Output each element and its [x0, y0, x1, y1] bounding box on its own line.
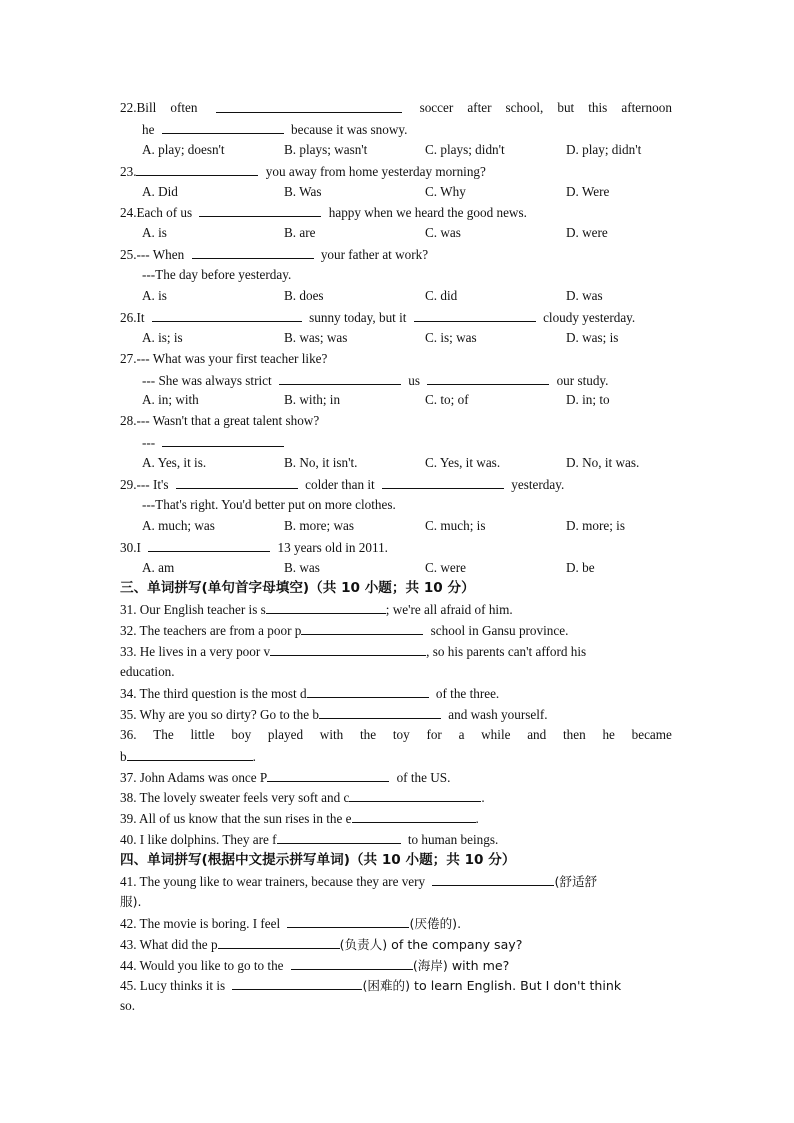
question-28-options: [120, 453, 672, 474]
q27-blank-2[interactable]: [427, 370, 549, 385]
q22-word: soccer: [419, 100, 454, 115]
q25-text: 25.--- When: [120, 247, 185, 263]
q35-text: 35. Why are you so dirty? Go to the b: [120, 706, 319, 722]
option-a[interactable]: A. play; doesn't: [142, 141, 225, 157]
q44-hint: (海岸) with me?: [412, 957, 510, 973]
q22-word: but: [557, 100, 575, 115]
q42-blank[interactable]: [287, 913, 409, 928]
q30-blank[interactable]: [148, 537, 270, 552]
q37-text: of the US.: [396, 769, 451, 785]
question-25-options: [120, 286, 672, 307]
option-a[interactable]: A. much; was: [142, 517, 215, 533]
question-27-options: [120, 390, 672, 411]
q31-text: 31. Our English teacher is s: [120, 602, 266, 618]
q24-blank[interactable]: [199, 202, 321, 217]
q42-text: 42. The movie is boring. I feel: [120, 915, 281, 931]
q22-word: 22.Bill: [120, 100, 157, 115]
q43-blank[interactable]: [218, 934, 340, 949]
q32-text: 32. The teachers are from a poor p: [120, 623, 302, 639]
question-34: [120, 683, 672, 704]
option-d[interactable]: D. more; is: [566, 517, 625, 533]
question-25-reply: ---The day before yesterday.: [142, 267, 292, 283]
q27-text: our study.: [556, 372, 609, 388]
q42-hint: (厌倦的).: [409, 915, 462, 931]
q27-blank-1[interactable]: [279, 370, 401, 385]
question-23-options: [120, 182, 672, 203]
question-43: [120, 934, 672, 955]
q26-text: 26.It: [120, 309, 145, 325]
q41-blank[interactable]: [432, 871, 554, 886]
q25-text: your father at work?: [320, 247, 429, 263]
q22-word: afternoon: [621, 100, 672, 115]
q36-word: little: [190, 726, 215, 742]
q35-text: and wash yourself.: [448, 706, 548, 722]
option-b[interactable]: B. Was: [284, 183, 322, 199]
q37-text: 37. John Adams was once P: [120, 769, 268, 785]
q34-text: 34. The third question is the most d: [120, 685, 307, 701]
option-a[interactable]: A. Yes, it is.: [142, 455, 207, 471]
option-b[interactable]: B. does: [284, 288, 324, 304]
q34-blank[interactable]: [307, 683, 429, 698]
option-b[interactable]: B. with; in: [284, 392, 341, 408]
question-29-reply: ---That's right. You'd better put on more clothes.: [142, 496, 396, 512]
option-c[interactable]: C. to; of: [425, 392, 469, 408]
q31-text: ; we're all afraid of him.: [385, 602, 513, 618]
option-c[interactable]: C. was: [425, 225, 461, 241]
q39-text: .: [475, 811, 479, 827]
q40-blank[interactable]: [277, 829, 401, 844]
exam-content: [120, 98, 672, 1017]
q33-text: , so his parents can't afford his: [426, 644, 587, 660]
question-23-stem: [120, 161, 672, 182]
q23-text: you away from home yesterday morning?: [265, 163, 486, 179]
option-c[interactable]: C. did: [425, 288, 458, 304]
option-a[interactable]: A. am: [142, 559, 175, 575]
question-38: [120, 787, 672, 808]
question-22-stem: [120, 98, 672, 119]
question-31: [120, 599, 672, 620]
option-d[interactable]: D. play; didn't: [566, 141, 642, 157]
question-39: [120, 808, 672, 829]
q40-text: to human beings.: [407, 832, 499, 848]
option-a[interactable]: A. Did: [142, 183, 178, 199]
question-45-continuation: so.: [120, 998, 136, 1014]
q33-text: 33. He lives in a very poor v: [120, 644, 271, 660]
q36-word: with: [319, 726, 344, 742]
q26-text: cloudy yesterday.: [543, 309, 636, 325]
q22-blank-2[interactable]: [162, 119, 284, 134]
q32-blank[interactable]: [301, 620, 423, 635]
option-a[interactable]: A. is: [142, 225, 167, 241]
option-a[interactable]: A. is: [142, 288, 167, 304]
q36-word: boy: [231, 726, 252, 742]
question-33-continuation: education.: [120, 664, 175, 680]
question-28-stem: 28.--- Wasn't that a great talent show?: [120, 413, 320, 429]
q36-word: he: [602, 726, 615, 742]
q27-text: --- She was always strict: [142, 372, 272, 388]
q29-blank-2[interactable]: [382, 474, 504, 489]
option-c[interactable]: C. were: [425, 559, 467, 575]
option-c[interactable]: C. much; is: [425, 517, 486, 533]
q22-text: because it was snowy.: [291, 121, 408, 137]
q45-hint: (困难的) to learn English. But I don't think: [362, 978, 622, 994]
section-3-title: 三、单词拼写(单句首字母填空)（共 10 小题；共 10 分）: [120, 580, 475, 597]
q43-hint: (负责人) of the company say?: [339, 936, 523, 952]
q36-text: .: [252, 748, 256, 764]
q36-word: became: [631, 726, 672, 742]
q28-text: ---: [142, 435, 156, 451]
q43-text: 43. What did the p: [120, 936, 218, 952]
option-c[interactable]: C. plays; didn't: [425, 141, 505, 157]
option-b[interactable]: B. more; was: [284, 517, 354, 533]
question-35: [120, 704, 672, 725]
q23-text: 23.: [120, 163, 137, 179]
section-4-title: 四、单词拼写(根据中文提示拼写单词)（共 10 小题；共 10 分）: [120, 852, 516, 869]
q29-text: yesterday.: [511, 477, 565, 493]
q38-text: .: [481, 790, 485, 806]
q36-word: The: [153, 726, 174, 742]
q26-blank-2[interactable]: [414, 307, 536, 322]
q45-text: 45. Lucy thinks it is: [120, 978, 226, 994]
q29-text: 29.--- It's: [120, 477, 169, 493]
q36-word: played: [267, 726, 304, 742]
q22-text: he: [142, 121, 155, 137]
option-d[interactable]: D. Were: [566, 183, 610, 199]
option-a[interactable]: A. in; with: [142, 392, 199, 408]
q29-blank-1[interactable]: [176, 474, 298, 489]
question-36-continuation: [120, 746, 672, 767]
q45-blank[interactable]: [232, 975, 362, 990]
q44-text: 44. Would you like to go to the: [120, 957, 284, 973]
q36-word: 36.: [120, 726, 137, 742]
question-41: [120, 871, 672, 892]
q29-text: colder than it: [305, 477, 375, 493]
q30-text: 13 years old in 2011.: [277, 539, 388, 555]
q22-word: this: [588, 100, 608, 115]
question-37: [120, 767, 672, 788]
q36-text: b: [120, 748, 127, 764]
q38-blank[interactable]: [349, 787, 481, 802]
question-29-options: [120, 516, 672, 537]
question-30-options: [120, 558, 672, 579]
q25-blank[interactable]: [192, 244, 314, 259]
q33-blank[interactable]: [270, 641, 426, 656]
option-d[interactable]: D. be: [566, 559, 595, 575]
q39-blank[interactable]: [352, 808, 476, 823]
q32-text: school in Gansu province.: [430, 623, 569, 639]
q34-text: of the three.: [435, 685, 500, 701]
question-40: [120, 829, 672, 850]
option-d[interactable]: D. No, it was.: [566, 455, 640, 471]
option-c[interactable]: C. is; was: [425, 329, 477, 345]
option-a[interactable]: A. is; is: [142, 329, 183, 345]
q37-blank[interactable]: [267, 767, 389, 782]
question-36: [120, 725, 672, 746]
q24-text: happy when we heard the good news.: [328, 205, 527, 221]
question-45: [120, 975, 672, 996]
q22-word: school,: [505, 100, 544, 115]
question-41-continuation: 服).: [120, 893, 142, 909]
question-22-continuation: [120, 119, 672, 140]
q41-hint: (舒适舒: [554, 873, 598, 889]
question-27-stem: 27.--- What was your first teacher like?: [120, 350, 328, 366]
option-b[interactable]: B. No, it isn't.: [284, 455, 358, 471]
q35-blank[interactable]: [319, 704, 441, 719]
q38-text: 38. The lovely sweater feels very soft and c: [120, 790, 350, 806]
option-b[interactable]: B. was; was: [284, 329, 348, 345]
question-22-options: [120, 140, 672, 161]
q26-text: sunny today, but it: [309, 309, 407, 325]
option-b[interactable]: B. was: [284, 559, 320, 575]
question-42: [120, 913, 672, 934]
option-d[interactable]: D. were: [566, 225, 608, 241]
q40-text: 40. I like dolphins. They are f: [120, 832, 277, 848]
option-b[interactable]: B. are: [284, 225, 316, 241]
question-24-stem: [120, 202, 672, 223]
q22-word: after: [467, 100, 492, 115]
question-28-reply: [120, 432, 672, 453]
question-32: [120, 620, 672, 641]
option-b[interactable]: B. plays; wasn't: [284, 141, 368, 157]
option-d[interactable]: D. was: [566, 288, 603, 304]
q30-text: 30.I: [120, 539, 141, 555]
question-29-stem: [120, 474, 672, 495]
q36-word: for: [426, 726, 442, 742]
question-27-reply: [120, 370, 672, 391]
question-25-stem: [120, 244, 672, 265]
q36-word: the: [359, 726, 377, 742]
question-24-options: [120, 223, 672, 244]
q36-word: toy: [392, 726, 410, 742]
q39-text: 39. All of us know that the sun rises in the e: [120, 811, 352, 827]
q36-word: then: [562, 726, 586, 742]
q31-blank[interactable]: [266, 599, 386, 614]
q22-blank-1[interactable]: [216, 98, 402, 113]
q41-text: 41. The young like to wear trainers, because they are very: [120, 873, 426, 889]
question-30-stem: [120, 537, 672, 558]
q44-blank[interactable]: [291, 955, 413, 970]
q36-word: while: [481, 726, 511, 742]
q23-blank[interactable]: [136, 161, 258, 176]
q36-word: and: [527, 726, 547, 742]
question-33: [120, 641, 672, 662]
option-d[interactable]: D. was; is: [566, 329, 619, 345]
q22-word: often: [170, 100, 198, 115]
question-26-stem: [120, 307, 672, 328]
q27-text: us: [408, 372, 420, 388]
q28-blank[interactable]: [162, 432, 284, 447]
q24-text: 24.Each of us: [120, 205, 193, 221]
q36-blank[interactable]: [127, 746, 253, 761]
option-c[interactable]: C. Why: [425, 183, 466, 199]
q36-word: a: [458, 726, 465, 742]
option-d[interactable]: D. in; to: [566, 392, 610, 408]
question-26-options: [120, 328, 672, 349]
question-44: [120, 955, 672, 976]
option-c[interactable]: C. Yes, it was.: [425, 455, 501, 471]
q26-blank-1[interactable]: [152, 307, 302, 322]
